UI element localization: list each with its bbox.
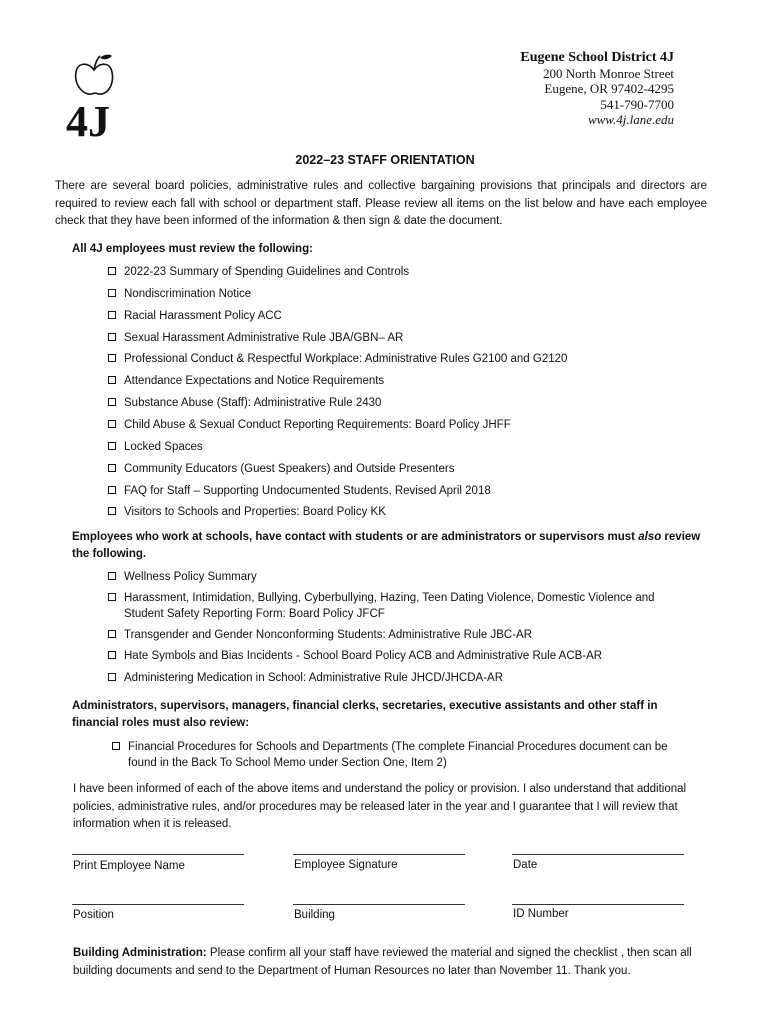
- checkbox-icon[interactable]: [108, 354, 116, 362]
- section-schools-heading: Employees who work at schools, have contact with students or are administrators or supervisors must also review the following.: [72, 531, 701, 560]
- closing-label: Building Administration:: [73, 947, 207, 959]
- closing-instructions: Building Administration: Please confirm all your staff have reviewed the material and signed the checklist , then scan all building documents and send to the Department of Human Resources no later than November 11. Thank you.: [73, 947, 692, 977]
- id-number-line[interactable]: [512, 904, 684, 905]
- svg-text:4J: 4J: [66, 97, 110, 146]
- building-label: Building: [294, 909, 335, 921]
- checklist-item[interactable]: Transgender and Gender Nonconforming Students: Administrative Rule JBC-AR: [108, 627, 688, 643]
- checklist-item[interactable]: Administering Medication in School: Administrative Rule JHCD/JHCDA-AR: [108, 670, 688, 686]
- checkbox-icon[interactable]: [108, 486, 116, 494]
- checkbox-icon[interactable]: [108, 572, 116, 580]
- id-number-label: ID Number: [513, 908, 569, 920]
- position-line[interactable]: [72, 904, 244, 905]
- checklist-item[interactable]: Racial Harassment Policy ACC: [108, 308, 688, 324]
- checklist-item[interactable]: Wellness Policy Summary: [108, 569, 688, 585]
- date-line[interactable]: [512, 854, 684, 855]
- checklist-item[interactable]: Harassment, Intimidation, Bullying, Cyberbullying, Hazing, Teen Dating Violence, Domestic Violence and Student Safety Reporting Form: Board Policy JFCF: [108, 590, 688, 622]
- position-label: Position: [73, 909, 114, 921]
- checklist-item[interactable]: Attendance Expectations and Notice Requirements: [108, 373, 688, 389]
- checkbox-icon[interactable]: [108, 464, 116, 472]
- checklist-item[interactable]: Sexual Harassment Administrative Rule JBA/GBN– AR: [108, 330, 688, 346]
- phone-number: 541-790-7700: [600, 96, 674, 112]
- checklist-item[interactable]: FAQ for Staff – Supporting Undocumented Students, Revised April 2018: [108, 483, 688, 499]
- checkbox-icon[interactable]: [108, 398, 116, 406]
- checkbox-icon[interactable]: [108, 630, 116, 638]
- district-address-block: [520, 50, 674, 128]
- checklist-item[interactable]: Professional Conduct & Respectful Workplace: Administrative Rules G2100 and G2120: [108, 351, 688, 367]
- section-all-heading: All 4J employees must review the following:: [72, 243, 313, 255]
- checkbox-icon[interactable]: [108, 651, 116, 659]
- checklist-item[interactable]: 2022-23 Summary of Spending Guidelines and Controls: [108, 264, 688, 280]
- section-financial-heading: Administrators, supervisors, managers, financial clerks, secretaries, executive assistants and other staff in financial roles must also review:: [72, 700, 658, 729]
- checkbox-icon[interactable]: [108, 420, 116, 428]
- print-name-line[interactable]: [72, 854, 244, 855]
- checklist-item[interactable]: Nondiscrimination Notice: [108, 286, 688, 302]
- website: www.4j.lane.edu: [587, 112, 674, 127]
- checkbox-icon[interactable]: [108, 593, 116, 601]
- intro-paragraph: There are several board policies, administrative rules and collective bargaining provisions that principals and directors are required to review each fall with school or department staff. Please review all items on the list below and have each employee check that they have been informed of the information & then sign & date the document.: [55, 180, 707, 227]
- checkbox-icon[interactable]: [108, 267, 116, 275]
- signature-label: Employee Signature: [294, 859, 398, 871]
- checkbox-icon[interactable]: [108, 376, 116, 384]
- checkbox-icon[interactable]: [108, 289, 116, 297]
- checklist-item[interactable]: Hate Symbols and Bias Incidents - School Board Policy ACB and Administrative Rule ACB-AR: [108, 648, 688, 664]
- checklist-item[interactable]: Financial Procedures for Schools and Departments (The complete Financial Procedures document can be found in the Back To School Memo under Section One, Item 2): [112, 739, 682, 771]
- checkbox-icon[interactable]: [108, 507, 116, 515]
- checkbox-icon[interactable]: [108, 673, 116, 681]
- checkbox-icon[interactable]: [108, 333, 116, 341]
- checkbox-icon[interactable]: [108, 311, 116, 319]
- district-name: Eugene School District 4J: [520, 50, 674, 65]
- document-title: 2022–23 STAFF ORIENTATION: [295, 153, 475, 167]
- date-label: Date: [513, 859, 538, 871]
- 4j-apple-logo: [64, 50, 126, 146]
- building-line[interactable]: [293, 904, 465, 905]
- print-name-label: Print Employee Name: [73, 860, 185, 872]
- checklist-item[interactable]: Child Abuse & Sexual Conduct Reporting Requirements: Board Policy JHFF: [108, 417, 688, 433]
- checklist-item[interactable]: Community Educators (Guest Speakers) and Outside Presenters: [108, 461, 688, 477]
- checklist-item[interactable]: Substance Abuse (Staff): Administrative Rule 2430: [108, 395, 688, 411]
- address-street: 200 North Monroe Street: [542, 65, 674, 81]
- signature-line[interactable]: [293, 854, 465, 855]
- address-city: Eugene, OR 97402-4295: [544, 81, 674, 96]
- checkbox-icon[interactable]: [112, 742, 120, 750]
- acknowledgement-statement: I have been informed of each of the above items and understand the policy or provision. I also understand that additional policies, administrative rules, and/or procedures may be released later in the year and I guarantee that I will review that information when it is released.: [73, 783, 687, 830]
- checkbox-icon[interactable]: [108, 442, 116, 450]
- checklist-item[interactable]: Locked Spaces: [108, 439, 688, 455]
- checklist-item[interactable]: Visitors to Schools and Properties: Board Policy KK: [108, 504, 688, 520]
